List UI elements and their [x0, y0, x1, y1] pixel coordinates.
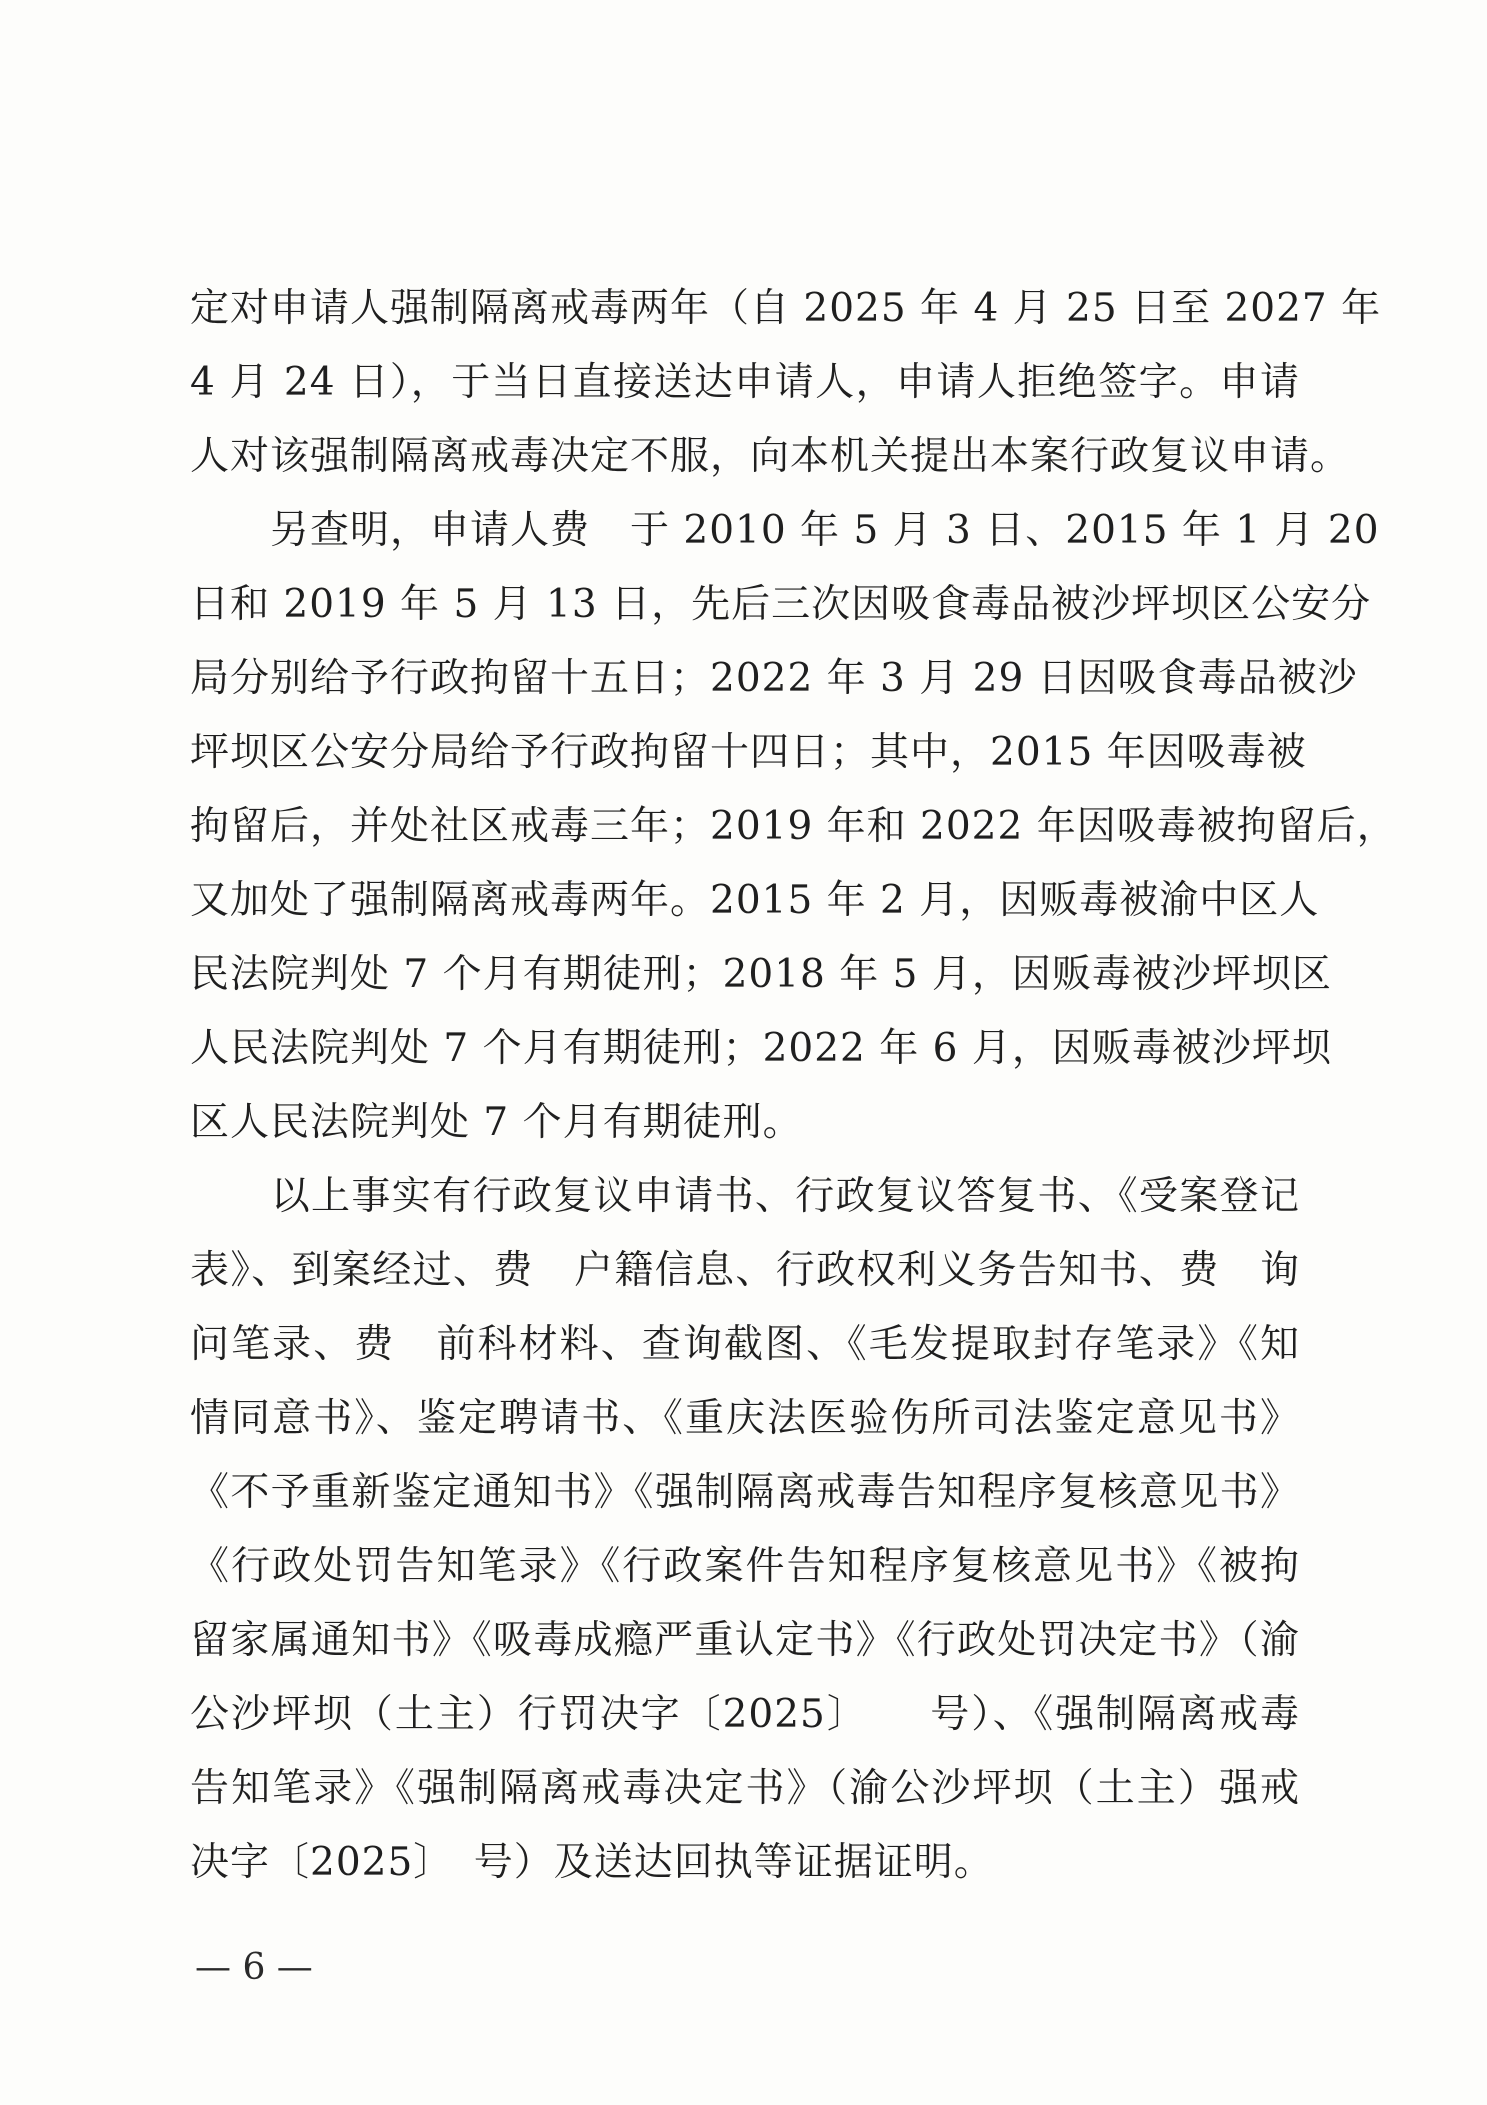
text-line: 人民法院判处 7 个月有期徒刑；2022 年 6 月，因贩毒被沙坪坝 — [190, 1026, 1332, 1071]
text-line: 告知笔录》《强制隔离戒毒决定书》（渝公沙坪坝（土主）强戒 — [190, 1766, 1300, 1811]
text-line: 留家属通知书》《吸毒成瘾严重认定书》《行政处罚决定书》（渝 — [190, 1618, 1300, 1663]
text-line: 拘留后，并处社区戒毒三年；2019 年和 2022 年因吸毒被拘留后， — [190, 804, 1397, 849]
text-line: 局分别给予行政拘留十五日；2022 年 3 月 29 日因吸食毒品被沙 — [190, 656, 1358, 701]
text-line: 另查明，申请人费 于 2010 年 5 月 3 日、2015 年 1 月 20 — [190, 508, 1380, 553]
text-line: 民法院判处 7 个月有期徒刑；2018 年 5 月，因贩毒被沙坪坝区 — [190, 952, 1332, 997]
text-line: 定对申请人强制隔离戒毒两年（自 2025 年 4 月 25 日至 2027 年 — [190, 286, 1382, 331]
text-line: 4 月 24 日），于当日直接送达申请人，申请人拒绝签字。申请 — [190, 360, 1300, 405]
text-line: 以上事实有行政复议申请书、行政复议答复书、《受案登记 — [190, 1174, 1300, 1219]
page-number: — 6 — — [195, 1947, 313, 1988]
text-line: 区人民法院判处 7 个月有期徒刑。 — [190, 1100, 803, 1145]
text-line: 情同意书》、鉴定聘请书、《重庆法医验伤所司法鉴定意见书》 — [190, 1396, 1300, 1441]
document-body — [190, 272, 1397, 1900]
text-line: 《行政处罚告知笔录》《行政案件告知程序复核意见书》《被拘 — [190, 1544, 1300, 1589]
text-line: 《不予重新鉴定通知书》《强制隔离戒毒告知程序复核意见书》 — [190, 1470, 1300, 1515]
text-line: 日和 2019 年 5 月 13 日，先后三次因吸食毒品被沙坪坝区公安分 — [190, 582, 1372, 627]
text-line: 决字〔2025〕 号）及送达回执等证据证明。 — [190, 1840, 994, 1885]
text-line: 问笔录、费 前科材料、查询截图、《毛发提取封存笔录》《知 — [190, 1322, 1300, 1367]
text-line: 又加处了强制隔离戒毒两年。2015 年 2 月，因贩毒被渝中区人 — [190, 878, 1320, 923]
text-line: 人对该强制隔离戒毒决定不服，向本机关提出本案行政复议申请。 — [190, 434, 1351, 479]
text-line: 公沙坪坝（土主）行罚决字〔2025〕 号）、《强制隔离戒毒 — [190, 1692, 1300, 1737]
text-line: 表》、到案经过、费 户籍信息、行政权利义务告知书、费 询 — [190, 1248, 1300, 1293]
text-line: 坪坝区公安分局给予行政拘留十四日；其中，2015 年因吸毒被 — [190, 730, 1307, 775]
